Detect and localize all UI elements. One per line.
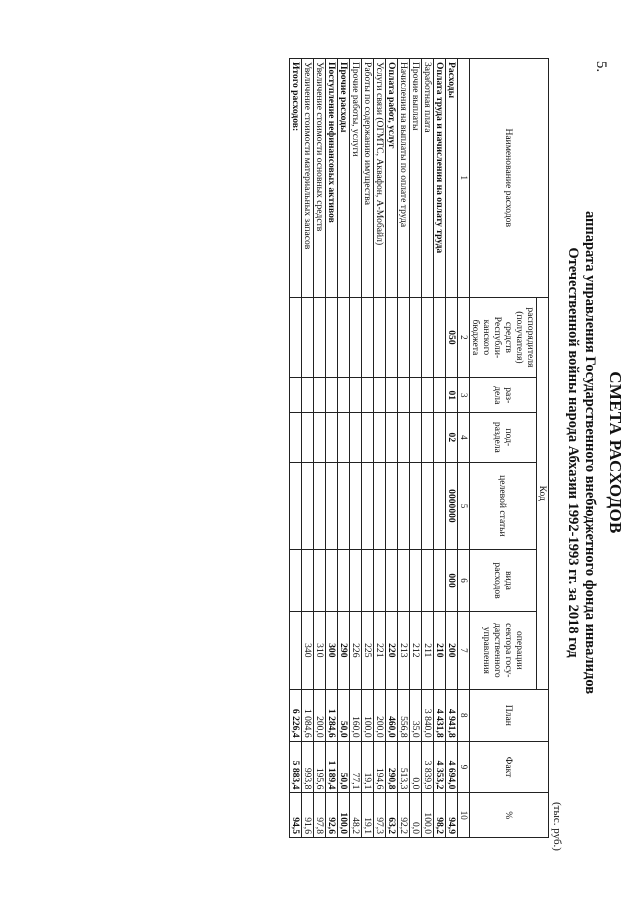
cell-c7: 310 (314, 611, 326, 689)
cell-fact: 195,6 (314, 741, 326, 793)
column-number: 6 (458, 550, 470, 611)
cell-c7: 220 (386, 611, 398, 689)
cell-name: Прочие работы, услуги (350, 59, 362, 298)
cell-c2 (398, 297, 410, 378)
cell-c5: 0000000 (446, 462, 458, 550)
cell-fact: 19,1 (362, 741, 374, 793)
cell-fact: 290,8 (386, 741, 398, 793)
cell-c2 (362, 297, 374, 378)
column-number: 8 (458, 689, 470, 741)
cell-pct: 98,2 (434, 793, 446, 838)
header-name: Наименование расходов (470, 59, 549, 298)
cell-fact: 993,8 (302, 741, 314, 793)
cell-fact: 1 189,4 (326, 741, 338, 793)
cell-c4 (422, 413, 434, 462)
cell-c4 (302, 413, 314, 462)
cell-c3 (374, 378, 386, 413)
column-number: 5 (458, 462, 470, 550)
column-number-row (458, 59, 470, 838)
table-row (350, 59, 362, 838)
cell-c7: 226 (350, 611, 362, 689)
cell-c7: 340 (302, 611, 314, 689)
cell-c6: 000 (446, 550, 458, 611)
cell-c5 (326, 462, 338, 550)
header-c6: вида расходов (470, 550, 537, 611)
cell-c2 (422, 297, 434, 378)
cell-c3 (398, 378, 410, 413)
cell-c2 (326, 297, 338, 378)
cell-name: Расходы (446, 59, 458, 298)
cell-c3 (290, 378, 302, 413)
cell-c3 (350, 378, 362, 413)
cell-c5 (362, 462, 374, 550)
cell-c6 (338, 550, 350, 611)
cell-name: Прочие расходы (338, 59, 350, 298)
cell-plan: 160,0 (350, 689, 362, 741)
cell-fact: 77,1 (350, 741, 362, 793)
cell-plan: 556,8 (398, 689, 410, 741)
column-number: 1 (458, 59, 470, 298)
cell-c6 (350, 550, 362, 611)
header-pct: % (470, 793, 549, 838)
cell-c3 (434, 378, 446, 413)
cell-c4 (374, 413, 386, 462)
cell-c4 (434, 413, 446, 462)
cell-c4 (326, 413, 338, 462)
cell-name: Оплата труда и начисления на оплату труда (434, 59, 446, 298)
cell-plan: 50,0 (338, 689, 350, 741)
cell-c2 (302, 297, 314, 378)
cell-name: Прочие выплаты (410, 59, 422, 298)
cell-c4 (362, 413, 374, 462)
cell-c5 (422, 462, 434, 550)
cell-pct: 63,2 (386, 793, 398, 838)
subtitle-line: аппарата управления Государственного внебюджетного фонда инвалидов (582, 210, 598, 695)
cell-plan: 200,0 (374, 689, 386, 741)
cell-c5 (386, 462, 398, 550)
table-row (386, 59, 398, 838)
table-row (338, 59, 350, 838)
table-row (374, 59, 386, 838)
header-plan: План (470, 689, 549, 741)
cell-c4 (410, 413, 422, 462)
cell-plan: 6 226,4 (290, 689, 302, 741)
table-row (326, 59, 338, 838)
cell-plan: 3 840,0 (422, 689, 434, 741)
cell-c6 (386, 550, 398, 611)
cell-c5 (290, 462, 302, 550)
cell-c6 (302, 550, 314, 611)
cell-plan: 1 084,6 (302, 689, 314, 741)
cell-pct: 0,0 (410, 793, 422, 838)
header-c5: целевой статьи (470, 462, 537, 550)
expense-table (289, 58, 549, 838)
cell-c5 (314, 462, 326, 550)
table-row (410, 59, 422, 838)
table-row (302, 59, 314, 838)
cell-pct: 92,2 (398, 793, 410, 838)
cell-c7: 212 (410, 611, 422, 689)
cell-fact: 50,0 (338, 741, 350, 793)
cell-c7: 221 (374, 611, 386, 689)
header-fact: Факт (470, 741, 549, 793)
cell-c3 (314, 378, 326, 413)
cell-c6 (422, 550, 434, 611)
cell-name: Поступление нефинансовых активов (326, 59, 338, 298)
cell-pct: 100,0 (422, 793, 434, 838)
cell-name: Оплата работ, услуг (386, 59, 398, 298)
cell-c6 (362, 550, 374, 611)
page-number: 5. (592, 60, 609, 73)
cell-name: Услуги связи (ОГМТС, Аквафон, А-Мобайл) (374, 59, 386, 298)
cell-c5 (302, 462, 314, 550)
cell-name: Заработная плата (422, 59, 434, 298)
cell-c3 (386, 378, 398, 413)
cell-c5 (374, 462, 386, 550)
cell-c4: 02 (446, 413, 458, 462)
cell-fact: 4 353,2 (434, 741, 446, 793)
cell-c6 (434, 550, 446, 611)
cell-pct: 94,5 (290, 793, 302, 838)
cell-fact: 5 883,4 (290, 741, 302, 793)
cell-fact: 0,0 (410, 741, 422, 793)
cell-plan: 4 431,8 (434, 689, 446, 741)
cell-c7: 210 (434, 611, 446, 689)
cell-fact: 513,3 (398, 741, 410, 793)
cell-name: Работы по содержанию имущества (362, 59, 374, 298)
cell-pct: 94,9 (446, 793, 458, 838)
header-c3: раз-дела (470, 378, 537, 413)
column-number: 10 (458, 793, 470, 838)
cell-c2 (314, 297, 326, 378)
table-row (446, 59, 458, 838)
cell-pct: 100,0 (338, 793, 350, 838)
cell-c7: 225 (362, 611, 374, 689)
cell-c5 (338, 462, 350, 550)
document-subtitle (564, 0, 598, 905)
cell-name: Итого расходов: (290, 59, 302, 298)
cell-c3 (326, 378, 338, 413)
cell-c5 (410, 462, 422, 550)
cell-c4 (338, 413, 350, 462)
cell-pct: 97,8 (314, 793, 326, 838)
cell-c2 (290, 297, 302, 378)
cell-c7: 290 (338, 611, 350, 689)
cell-pct: 97,3 (374, 793, 386, 838)
cell-c7 (290, 611, 302, 689)
cell-c3: 01 (446, 378, 458, 413)
table-row (362, 59, 374, 838)
cell-plan: 200,0 (314, 689, 326, 741)
subtitle-line: Отечественной войны народа Абхазии 1992-1993 гг. за 2018 год (565, 247, 581, 658)
cell-plan: 1 284,6 (326, 689, 338, 741)
cell-fact: 4 694,0 (446, 741, 458, 793)
cell-name: Увеличение стоимости материальных запасов (302, 59, 314, 298)
cell-name: Начисления на выплаты по оплате труда (398, 59, 410, 298)
cell-plan: 460,0 (386, 689, 398, 741)
cell-c3 (362, 378, 374, 413)
cell-plan: 4 941,8 (446, 689, 458, 741)
cell-c2: 050 (446, 297, 458, 378)
header-kod: Код (537, 297, 549, 689)
cell-pct: 48,2 (350, 793, 362, 838)
column-number: 2 (458, 297, 470, 378)
column-number: 3 (458, 378, 470, 413)
header-row (537, 59, 549, 838)
cell-pct: 92,6 (326, 793, 338, 838)
cell-plan: 35,0 (410, 689, 422, 741)
cell-c3 (422, 378, 434, 413)
document-title: СМЕТА РАСХОДОВ (606, 371, 625, 534)
table-row (290, 59, 302, 838)
cell-c4 (398, 413, 410, 462)
cell-pct: 19,1 (362, 793, 374, 838)
table-row (398, 59, 410, 838)
cell-c6 (398, 550, 410, 611)
cell-c4 (386, 413, 398, 462)
unit-label: (тыс. руб.) (551, 802, 563, 851)
cell-c7: 200 (446, 611, 458, 689)
cell-c5 (434, 462, 446, 550)
cell-fact: 194,6 (374, 741, 386, 793)
cell-pct: 91,6 (302, 793, 314, 838)
cell-c2 (338, 297, 350, 378)
cell-c4 (290, 413, 302, 462)
cell-c2 (410, 297, 422, 378)
cell-c5 (350, 462, 362, 550)
cell-plan: 100,0 (362, 689, 374, 741)
cell-c6 (290, 550, 302, 611)
column-number: 4 (458, 413, 470, 462)
cell-c3 (302, 378, 314, 413)
cell-c6 (374, 550, 386, 611)
cell-c5 (398, 462, 410, 550)
table-row (314, 59, 326, 838)
cell-c7: 211 (422, 611, 434, 689)
cell-c2 (386, 297, 398, 378)
cell-name: Увеличение стоимости основных средств (314, 59, 326, 298)
header-c2: распорядителя (получателя) средств Республи-канского бюджета (470, 297, 537, 378)
cell-c6 (314, 550, 326, 611)
header-c7: операции сектора госу-дарственного управления (470, 611, 537, 689)
header-c4: под-раздела (470, 413, 537, 462)
cell-c2 (374, 297, 386, 378)
cell-c4 (350, 413, 362, 462)
table-row (422, 59, 434, 838)
cell-c6 (410, 550, 422, 611)
cell-c7: 213 (398, 611, 410, 689)
cell-c4 (314, 413, 326, 462)
table-row (434, 59, 446, 838)
cell-c3 (338, 378, 350, 413)
cell-c2 (434, 297, 446, 378)
table-body (290, 59, 458, 838)
column-number: 9 (458, 741, 470, 793)
cell-fact: 3 839,9 (422, 741, 434, 793)
cell-c3 (410, 378, 422, 413)
cell-c2 (350, 297, 362, 378)
column-number: 7 (458, 611, 470, 689)
cell-c6 (326, 550, 338, 611)
cell-c7: 300 (326, 611, 338, 689)
